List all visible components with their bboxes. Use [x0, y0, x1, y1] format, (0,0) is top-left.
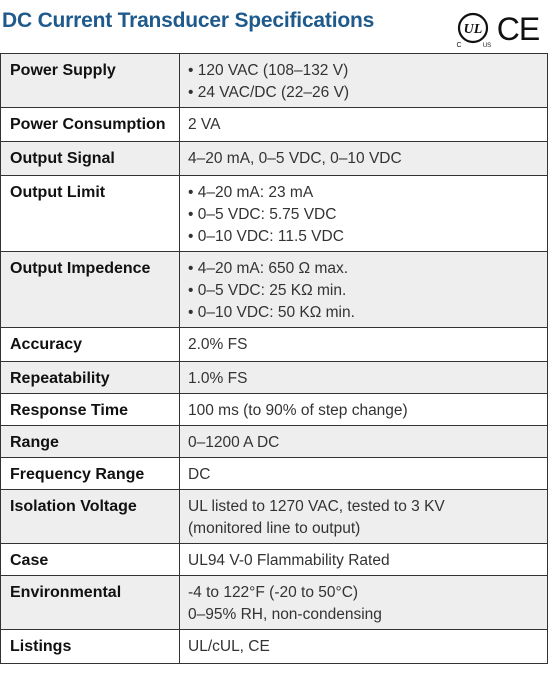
page-header — [0, 0, 555, 50]
spec-label: Isolation Voltage — [1, 490, 180, 544]
spec-value-line: • 24 VAC/DC (22–26 V) — [188, 84, 350, 101]
spec-row — [1, 176, 548, 252]
spec-row — [1, 630, 548, 664]
spec-row — [1, 576, 548, 630]
spec-value-line: UL/cUL, CE — [188, 638, 270, 655]
spec-row — [1, 142, 548, 176]
spec-value — [180, 490, 548, 544]
spec-value-line: 0–1200 A DC — [188, 434, 280, 451]
spec-value — [180, 54, 548, 108]
spec-label: Power Consumption — [1, 108, 180, 142]
spec-value-line: 2 VA — [188, 116, 221, 133]
page-title: DC Current Transducer Specifications — [2, 9, 375, 32]
spec-value-line: • 4–20 mA: 650 Ω max. — [188, 260, 349, 277]
spec-value-line: • 0–5 VDC: 25 KΩ min. — [188, 282, 347, 299]
spec-row — [1, 544, 548, 576]
spec-value — [180, 426, 548, 458]
spec-row — [1, 108, 548, 142]
spec-label: Output Signal — [1, 142, 180, 176]
spec-label: Environmental — [1, 576, 180, 630]
spec-value-line: 100 ms (to 90% of step change) — [188, 402, 408, 419]
spec-value — [180, 142, 548, 176]
spec-value-line: 0–95% RH, non-condensing — [188, 606, 382, 623]
spec-value — [180, 544, 548, 576]
spec-value-line: • 120 VAC (108–132 V) — [188, 62, 349, 79]
spec-table — [0, 53, 548, 664]
ul-mark-right-text: US — [482, 43, 492, 48]
spec-row — [1, 490, 548, 544]
spec-row — [1, 54, 548, 108]
spec-label: Repeatability — [1, 362, 180, 394]
spec-row — [1, 328, 548, 362]
certification-marks-graphic — [453, 10, 545, 48]
spec-value-line: 4–20 mA, 0–5 VDC, 0–10 VDC — [188, 150, 402, 167]
spec-value — [180, 108, 548, 142]
spec-label: Frequency Range — [1, 458, 180, 490]
spec-value — [180, 630, 548, 664]
spec-row — [1, 252, 548, 328]
ul-listing-mark-icon — [456, 14, 491, 48]
spec-value-line: • 0–10 VDC: 11.5 VDC — [188, 228, 344, 245]
spec-value-line: (monitored line to output) — [188, 520, 361, 537]
spec-value-line: -4 to 122°F (-20 to 50°C) — [188, 584, 359, 601]
spec-label: Case — [1, 544, 180, 576]
spec-row — [1, 394, 548, 426]
spec-value-line: 2.0% FS — [188, 336, 248, 353]
spec-value-line: 1.0% FS — [188, 370, 248, 387]
spec-label: Output Limit — [1, 176, 180, 252]
ul-mark-center-text: UL — [463, 22, 483, 37]
ce-mark-text: CE — [496, 11, 540, 47]
spec-value — [180, 394, 548, 426]
spec-row — [1, 362, 548, 394]
spec-value-line: • 4–20 mA: 23 mA — [188, 184, 314, 201]
ce-mark-icon — [497, 11, 539, 47]
spec-label: Accuracy — [1, 328, 180, 362]
certification-marks — [453, 10, 545, 48]
spec-value-line: • 0–10 VDC: 50 KΩ min. — [188, 304, 355, 321]
spec-value-line: DC — [188, 466, 211, 483]
spec-label: Output Impedence — [1, 252, 180, 328]
spec-table-body — [1, 54, 548, 664]
spec-row — [1, 426, 548, 458]
spec-value-line: • 0–5 VDC: 5.75 VDC — [188, 206, 337, 223]
spec-value-line: UL94 V-0 Flammability Rated — [188, 552, 390, 569]
spec-label: Response Time — [1, 394, 180, 426]
spec-row — [1, 458, 548, 490]
spec-value — [180, 328, 548, 362]
spec-value — [180, 176, 548, 252]
spec-value — [180, 576, 548, 630]
spec-value-line: UL listed to 1270 VAC, tested to 3 KV — [188, 498, 445, 515]
ul-mark-left-text: C — [456, 42, 462, 48]
spec-label: Listings — [1, 630, 180, 664]
spec-value — [180, 252, 548, 328]
spec-label: Range — [1, 426, 180, 458]
spec-value — [180, 362, 548, 394]
spec-label: Power Supply — [1, 54, 180, 108]
spec-value — [180, 458, 548, 490]
